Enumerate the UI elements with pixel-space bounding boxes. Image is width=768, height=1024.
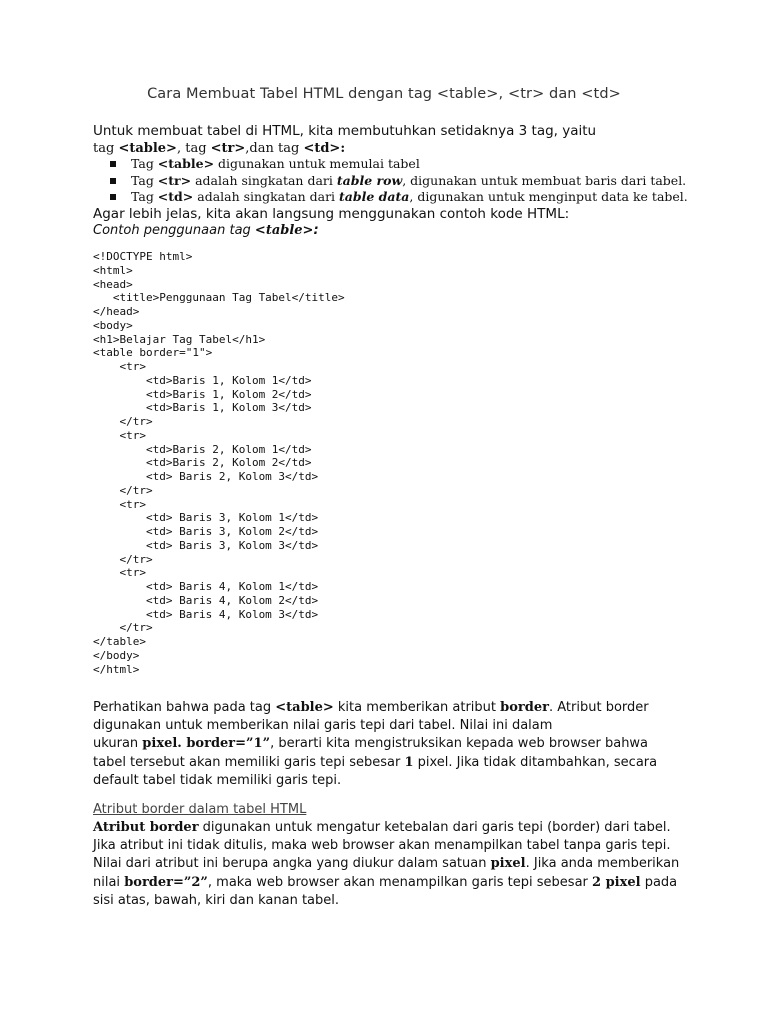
code-line: <td> Baris 4, Kolom 3</td>: [93, 607, 319, 621]
bullet-text: adalah singkatan dari: [191, 172, 337, 188]
code-line: <body>: [93, 318, 133, 332]
code-line: <td> Baris 3, Kolom 2</td>: [93, 525, 319, 538]
para1-bold: 1: [404, 754, 414, 770]
code-line: <td>Baris 1, Kolom 3</td>: [93, 401, 312, 415]
bullet-tail: , digunakan untuk membuat baris dari tabel.: [402, 172, 687, 188]
list-item: [93, 173, 733, 190]
code-line: <h1>Belajar Tag Tabel</h1>: [93, 332, 266, 346]
bullet-prefix: Tag: [131, 172, 158, 188]
para2-text: . Jika anda memberikan nilai: [93, 856, 680, 890]
code-line: <td> Baris 2, Kolom 3</td>: [93, 470, 319, 483]
example-label-tag: <table>: [254, 223, 314, 238]
bullet-tag: <table>: [157, 156, 215, 171]
tag-bullet-list: [93, 156, 733, 206]
intro-line-1: Untuk membuat tabel di HTML, kita membutuhkan setidaknya 3 tag, yaitu: [93, 123, 597, 139]
bullet-square-icon: [110, 194, 116, 200]
code-block: [93, 250, 345, 676]
bullet-emphasis: table row: [336, 172, 403, 188]
code-line: <tr>: [93, 566, 146, 580]
para1-tag: <table>: [275, 700, 334, 715]
intro-tag-table: <table>: [118, 141, 177, 156]
bullet-text: adalah singkatan dari: [193, 189, 340, 204]
para2-text: digunakan untuk mengatur ketebalan dari garis tepi (border) dari tabel. Jika atribut ini tidak ditulis, maka web browser akan menampilkan tabel tanpa garis tepi.: [93, 820, 671, 854]
para1-text: ukuran: [93, 736, 143, 752]
code-line: <td>Baris 1, Kolom 2</td>: [93, 387, 312, 401]
code-line: </tr>: [93, 483, 153, 497]
bullet-tag: <tr>: [157, 172, 192, 188]
paragraph-border-explanation: [93, 699, 683, 790]
para2-bold: Atribut border: [93, 820, 199, 835]
list-item: [93, 189, 733, 206]
list-item: [93, 156, 733, 173]
intro-line-2-suffix: :: [340, 141, 346, 156]
para1-bold: border: [500, 700, 549, 715]
para1-text: Perhatikan bahwa pada tag: [93, 700, 276, 715]
intro-line-2-sep2: ,dan tag: [245, 141, 304, 156]
code-line: </tr>: [93, 415, 153, 428]
para1-text: . Atribut border digunakan untuk memberikan nilai garis tepi dari tabel. Nilai ini dalam: [93, 700, 649, 734]
bullet-emphasis: table data: [339, 189, 410, 204]
intro-line-2-sep1: , tag: [176, 141, 211, 156]
para1-bold: pixel. border=”1”: [142, 736, 271, 752]
bullet-tail: , digunakan untuk menginput data ke tabel.: [409, 189, 688, 204]
code-line: <!DOCTYPE html>: [93, 250, 193, 263]
example-label: [93, 222, 733, 240]
code-line: <td> Baris 4, Kolom 2</td>: [93, 593, 319, 607]
bullet-prefix: Tag: [131, 156, 158, 171]
code-line: <tr>: [93, 360, 146, 373]
code-line: </tr>: [93, 552, 153, 566]
para2-text: , maka web browser akan menampilkan garis tepi sebesar: [207, 874, 593, 890]
code-line: <tr>: [93, 497, 146, 511]
code-line: <tr>: [93, 428, 146, 442]
section-subheading: Atribut border dalam tabel HTML: [93, 802, 307, 817]
code-line: <title>Penggunaan Tag Tabel</title>: [93, 291, 345, 305]
intro-tag-td: <td>: [303, 141, 341, 156]
para1-text: kita memberikan atribut: [333, 700, 501, 715]
intro-tag-tr: <tr>: [210, 141, 246, 156]
intro-line-3: Agar lebih jelas, kita akan langsung menggunakan contoh kode HTML:: [93, 206, 570, 222]
intro-line-2-prefix: tag: [93, 141, 119, 156]
para2-bold: pixel: [490, 856, 526, 872]
para2-text: Nilai dari atribut ini berupa angka yang diukur dalam satuan: [93, 856, 491, 872]
page-title: Cara Membuat Tabel HTML dengan tag <table>, <tr> dan <td>: [147, 86, 621, 102]
bullet-square-icon: [110, 161, 116, 167]
code-line: <head>: [93, 277, 133, 291]
para2-bold: border=”2”: [124, 874, 208, 890]
para2-bold: 2 pixel: [592, 874, 641, 890]
example-label-suffix: :: [313, 223, 319, 238]
code-line: <html>: [93, 263, 133, 277]
code-line: <td>Baris 2, Kolom 1</td>: [93, 442, 312, 456]
bullet-text: digunakan untuk memulai tabel: [214, 156, 420, 171]
code-line: </html>: [93, 662, 140, 676]
paragraph-border-attribute: [93, 819, 683, 910]
bullet-square-icon: [110, 178, 116, 184]
code-line: </body>: [93, 648, 140, 662]
example-label-text: Contoh penggunaan tag: [93, 223, 255, 238]
code-line: <td>Baris 2, Kolom 2</td>: [93, 456, 312, 470]
code-line: <td>Baris 1, Kolom 1</td>: [93, 373, 312, 387]
code-line: <td> Baris 4, Kolom 1</td>: [93, 580, 319, 593]
code-line: </head>: [93, 305, 140, 318]
para1-text: , berarti kita mengistruksikan kepada web browser bahwa tabel tersebut akan memiliki garis tepi sebesar: [93, 736, 649, 770]
para2-text: pada sisi atas, bawah, kiri dan kanan tabel.: [93, 874, 678, 908]
code-line: <table border="1">: [93, 346, 213, 360]
code-line: <td> Baris 3, Kolom 3</td>: [93, 538, 319, 552]
bullet-tag: <td>: [157, 189, 194, 204]
code-line: </tr>: [93, 621, 153, 635]
code-line: </table>: [93, 635, 146, 648]
code-line: <td> Baris 3, Kolom 1</td>: [93, 511, 319, 525]
para1-text: pixel. Jika tidak ditambahkan, secara default tabel tidak memiliki garis tepi.: [93, 754, 658, 788]
bullet-prefix: Tag: [131, 189, 158, 204]
